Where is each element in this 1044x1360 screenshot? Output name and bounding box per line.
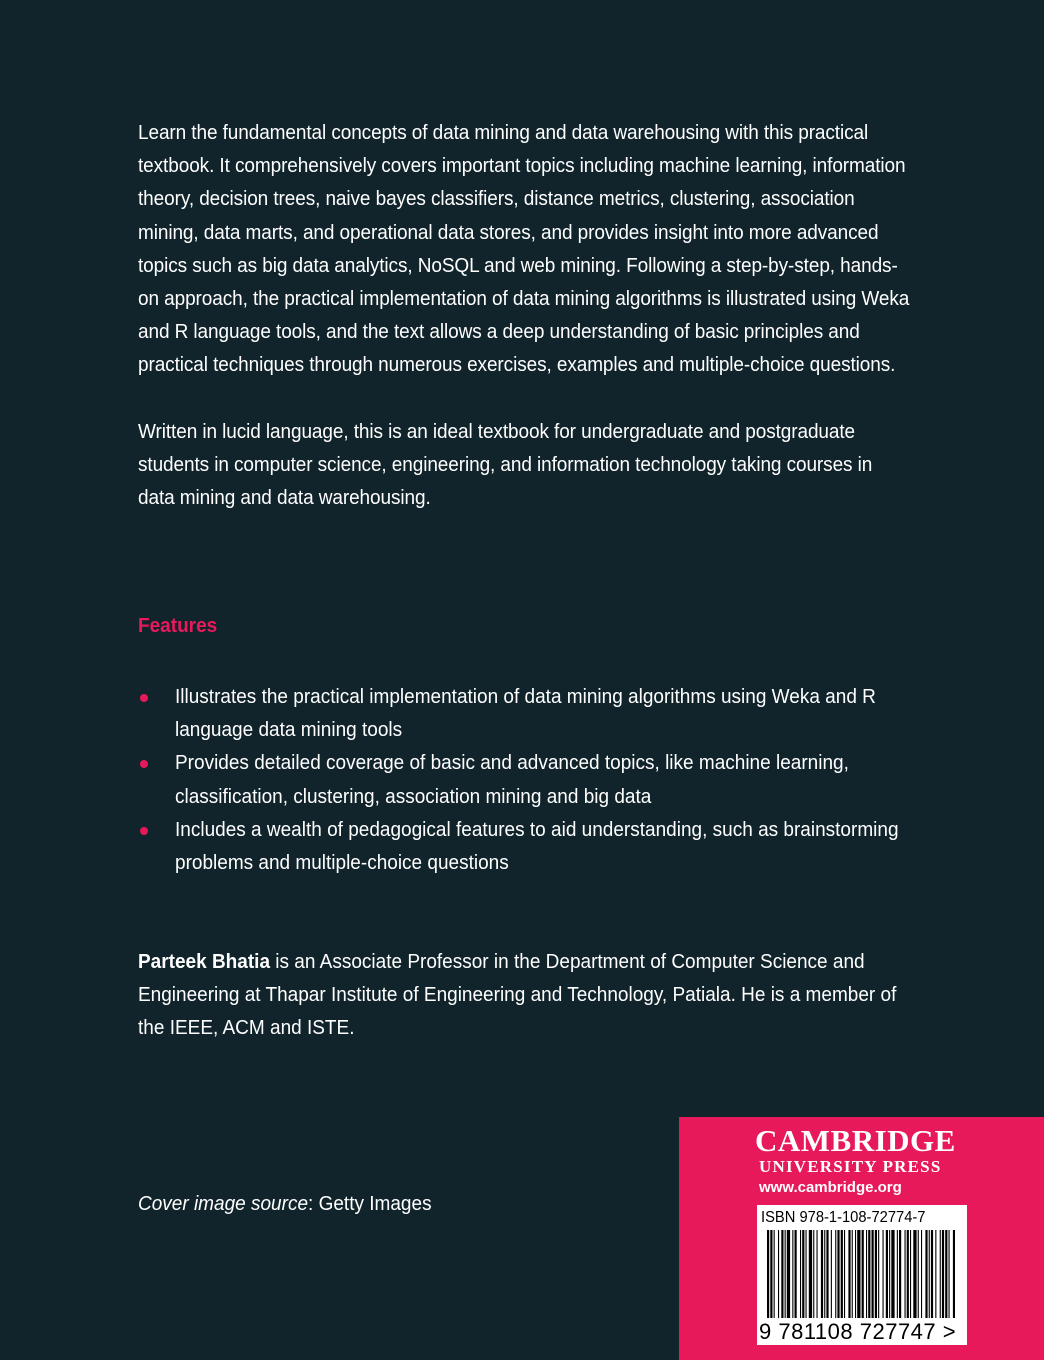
barcode-bar xyxy=(935,1230,936,1318)
barcode-bar xyxy=(800,1230,801,1318)
description-paragraph-1: Learn the fundamental concepts of data mining and data warehousing with this practical textbook. It comprehensively covers important topics including machine learning, information theory, decision trees, naive bayes classifiers, distance metrics, clustering, association mining, data marts, and operational data stores, and provides insight into more advanced topics such as big data analytics, NoSQL and web mining. Following a step-by-step, hands-on approach, the practical implementation of data mining algorithms is illustrated using Weka and R language tools, and the text allows a deep understanding of basic principles and practical techniques through numerous exercises, examples and multiple-choice questions. xyxy=(138,122,910,377)
barcode-bar xyxy=(809,1230,812,1318)
barcode-bar xyxy=(866,1230,867,1318)
barcode-bar xyxy=(826,1230,828,1318)
barcode-bar xyxy=(855,1230,856,1318)
cover-image-credit xyxy=(138,1193,432,1216)
isbn-label: ISBN 978-1-108-72774-7 xyxy=(761,1209,926,1226)
feature-item xyxy=(138,747,938,813)
description-block xyxy=(138,117,913,515)
barcode-bar xyxy=(767,1230,769,1318)
barcode-bar xyxy=(886,1230,888,1318)
barcode-bar xyxy=(905,1230,906,1318)
author-bio xyxy=(138,946,912,1046)
barcode-bars xyxy=(767,1230,955,1320)
barcode-bar xyxy=(835,1230,836,1318)
bullet-icon xyxy=(140,694,148,702)
author-bio-text: is an Associate Professor in the Department of Computer Science and Engineering at Thapar Institute of Engineering and Technology, Patiala. He is a member of the IEEE, ACM and ISTE. xyxy=(138,951,897,1040)
description-paragraph-2: Written in lucid language, this is an ideal textbook for undergraduate and postgraduate students in computer science, engineering, and information technology taking courses in data mining and data warehousing. xyxy=(138,420,873,510)
barcode-bar xyxy=(785,1230,786,1318)
barcode-bar xyxy=(781,1230,783,1318)
barcode-bar xyxy=(844,1230,845,1318)
barcode-bar xyxy=(837,1230,839,1318)
feature-text: Includes a wealth of pedagogical features to aid understanding, such as brainstorming problems and multiple-choice questions xyxy=(175,818,899,875)
barcode-bar xyxy=(795,1230,797,1318)
barcode-bar xyxy=(778,1230,779,1318)
barcode-bar xyxy=(824,1230,825,1318)
barcode-bar xyxy=(931,1230,933,1318)
barcode-bar xyxy=(883,1230,884,1318)
barcode-bar xyxy=(857,1230,860,1318)
bullet-icon xyxy=(140,827,148,835)
barcode-bar xyxy=(868,1230,870,1318)
feature-text: Illustrates the practical implementation of data mining algorithms using Weka and R language data mining tools xyxy=(175,686,876,742)
barcode-bar xyxy=(831,1230,832,1318)
author-name: Parteek Bhatia xyxy=(138,951,271,973)
barcode-bar xyxy=(918,1230,919,1318)
barcode-bar xyxy=(889,1230,890,1318)
bullet-icon xyxy=(140,760,148,768)
barcode-bar xyxy=(872,1230,874,1318)
barcode-bar xyxy=(862,1230,864,1318)
barcode-bar xyxy=(770,1230,772,1318)
barcode-digits: 9 781108 727747 > xyxy=(759,1319,957,1344)
barcode-bar xyxy=(891,1230,894,1318)
barcode-bar xyxy=(787,1230,790,1318)
feature-item xyxy=(138,681,938,747)
credit-label: Cover image source xyxy=(138,1193,309,1215)
barcode-bar xyxy=(913,1230,916,1318)
features-heading: Features xyxy=(138,615,218,637)
barcode-bar xyxy=(942,1230,944,1318)
publisher-url: www.cambridge.org xyxy=(759,1179,902,1196)
barcode-bar xyxy=(817,1230,818,1318)
features-list xyxy=(138,681,938,880)
barcode-bar xyxy=(841,1230,843,1318)
barcode-bar xyxy=(848,1230,850,1318)
barcode-bar xyxy=(945,1230,947,1318)
barcode-bar xyxy=(875,1230,877,1318)
barcode-bar xyxy=(897,1230,898,1318)
barcode-bar xyxy=(940,1230,941,1318)
publisher-logo-subtitle: UNIVERSITY PRESS xyxy=(759,1157,942,1176)
feature-text: Provides detailed coverage of basic and advanced topics, like machine learning, classification, clustering, association mining and big data xyxy=(175,752,849,808)
barcode-bar xyxy=(806,1230,807,1318)
barcode-bar xyxy=(821,1230,823,1318)
barcode-bar xyxy=(910,1230,911,1318)
barcode-bar xyxy=(813,1230,814,1318)
barcode-bar xyxy=(792,1230,793,1318)
feature-item xyxy=(138,814,938,880)
publisher-logo-name: CAMBRIDGE xyxy=(755,1123,956,1158)
publisher-box xyxy=(679,1117,1044,1360)
barcode-bar xyxy=(774,1230,775,1318)
barcode-bar xyxy=(953,1230,955,1318)
barcode-bar xyxy=(878,1230,879,1318)
barcode-bar xyxy=(949,1230,950,1318)
isbn-barcode xyxy=(757,1205,967,1345)
barcode-bar xyxy=(907,1230,909,1318)
barcode-bar xyxy=(802,1230,804,1318)
barcode-bar xyxy=(852,1230,853,1318)
barcode-bar xyxy=(925,1230,927,1318)
credit-value: : Getty Images xyxy=(308,1193,432,1215)
barcode-bar xyxy=(921,1230,922,1318)
barcode-bar xyxy=(899,1230,901,1318)
barcode-bar xyxy=(929,1230,930,1318)
